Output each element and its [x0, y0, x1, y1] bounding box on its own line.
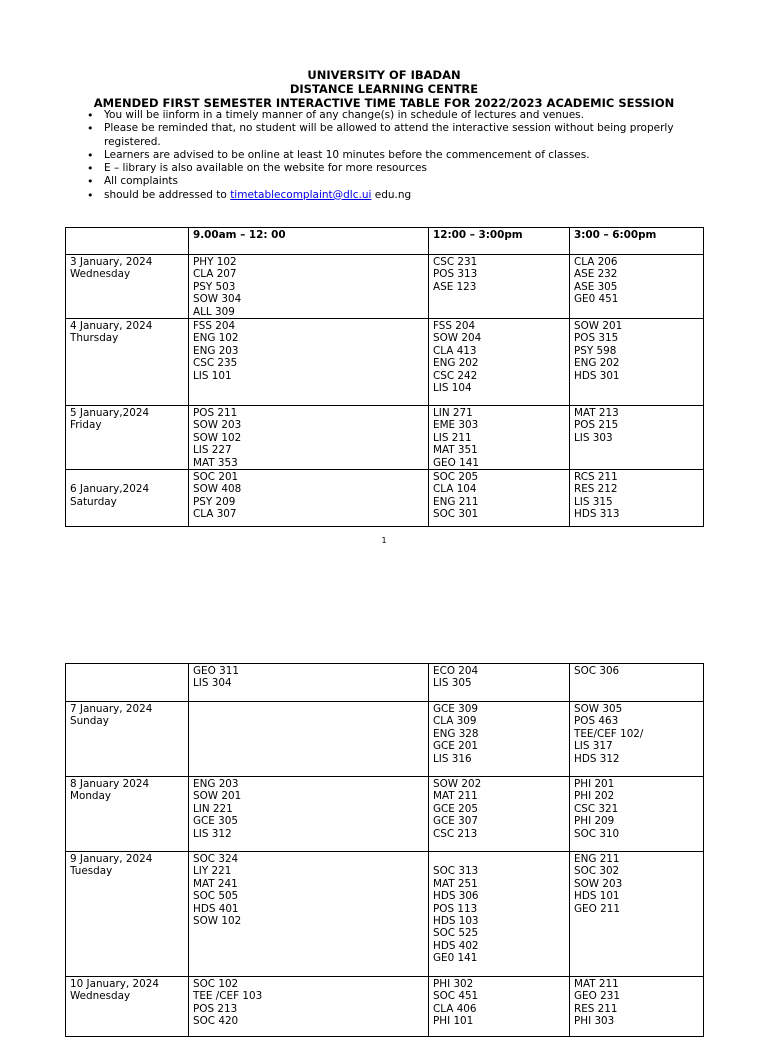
- notice-item-complaints: [104, 189, 704, 202]
- course-cell: LIN 271 EME 303 LIS 211 MAT 351 GEO 141: [429, 406, 570, 470]
- header-cell-day: [66, 228, 189, 255]
- header-cell-afternoon: 12:00 – 3:00pm: [429, 228, 570, 255]
- day-cell: 3 January, 2024 Wednesday: [66, 255, 189, 319]
- header-cell-morning: 9.00am – 12: 00: [189, 228, 429, 255]
- course-cell: ENG 203 SOW 201 LIN 221 GCE 305 LIS 312: [189, 777, 429, 852]
- day-cell: [66, 664, 189, 702]
- course-cell: SOC 205 CLA 104 ENG 211 SOC 301: [429, 470, 570, 527]
- table-row: [66, 406, 704, 470]
- table-row: [66, 255, 704, 319]
- course-cell: FSS 204 SOW 204 CLA 413 ENG 202 CSC 242 LIS 104: [429, 319, 570, 406]
- notice-item: • You will be iinform in a timely manner of any change(s) in schedule of lectures and venues.: [104, 109, 704, 122]
- course-cell: MAT 211 GEO 231 RES 211 PHI 303: [570, 977, 704, 1037]
- notice-item: • All complaints: [104, 175, 704, 188]
- table-row: [66, 977, 704, 1037]
- course-cell: PHY 102 CLA 207 PSY 503 SOW 304 ALL 309: [189, 255, 429, 319]
- centre-name: DISTANCE LEARNING CENTRE: [289, 82, 479, 96]
- course-cell: CSC 231 POS 313 ASE 123: [429, 255, 570, 319]
- table-row: [66, 470, 704, 527]
- course-cell: SOC 313 MAT 251 HDS 306 POS 113 HDS 103 SOC 525 HDS 402 GE0 141: [429, 852, 570, 977]
- course-cell: FSS 204 ENG 102 ENG 203 CSC 235 LIS 101: [189, 319, 429, 406]
- header-cell-evening: 3:00 – 6:00pm: [570, 228, 704, 255]
- timetable-title: AMENDED FIRST SEMESTER INTERACTIVE TIME TABLE FOR 2022/2023 ACADEMIC SESSION: [93, 96, 675, 110]
- day-cell: 10 January, 2024 Wednesday: [66, 977, 189, 1037]
- timetable-page2: [65, 663, 704, 1037]
- course-cell: SOC 201 SOW 408 PSY 209 CLA 307: [189, 470, 429, 527]
- course-cell: SOC 306: [570, 664, 704, 702]
- course-cell: GEO 311 LIS 304: [189, 664, 429, 702]
- table-row: [66, 852, 704, 977]
- day-cell: 5 January,2024 Friday: [66, 406, 189, 470]
- course-cell: SOC 324 LIY 221 MAT 241 SOC 505 HDS 401 SOW 102: [189, 852, 429, 977]
- course-cell: MAT 213 POS 215 LIS 303: [570, 406, 704, 470]
- course-cell: SOW 201 POS 315 PSY 598 ENG 202 HDS 301: [570, 319, 704, 406]
- course-cell: CLA 206 ASE 232 ASE 305 GE0 451: [570, 255, 704, 319]
- university-name: UNIVERSITY OF IBADAN: [307, 68, 461, 82]
- course-cell: GCE 309 CLA 309 ENG 328 GCE 201 LIS 316: [429, 702, 570, 777]
- day-cell: 6 January,2024 Saturday: [66, 470, 189, 527]
- table-row: [66, 702, 704, 777]
- complaint-text-pre: should be addressed to: [104, 188, 231, 201]
- course-cell: SOW 305 POS 463 TEE/CEF 102/ LIS 317 HDS 312: [570, 702, 704, 777]
- header-row: [66, 228, 704, 255]
- notice-item: • Learners are advised to be online at least 10 minutes before the commencement of classes.: [104, 149, 704, 162]
- notice-item: • E – library is also available on the website for more resources: [104, 162, 704, 175]
- course-cell: RCS 211 RES 212 LIS 315 HDS 313: [570, 470, 704, 527]
- day-cell: 7 January, 2024 Sunday: [66, 702, 189, 777]
- complaint-text-post: edu.ng: [371, 188, 412, 201]
- table-row: [66, 664, 704, 702]
- course-cell: SOC 102 TEE /CEF 103 POS 213 SOC 420: [189, 977, 429, 1037]
- course-cell: PHI 302 SOC 451 CLA 406 PHI 101: [429, 977, 570, 1037]
- table-row: [66, 777, 704, 852]
- course-cell: SOW 202 MAT 211 GCE 205 GCE 307 CSC 213: [429, 777, 570, 852]
- table-row: [66, 319, 704, 406]
- page-number: 1: [381, 536, 387, 545]
- day-cell: 4 January, 2024 Thursday: [66, 319, 189, 406]
- notice-item: • Please be reminded that, no student will be allowed to attend the interactive session without being properly registered.: [104, 122, 704, 149]
- day-cell: 8 January 2024 Monday: [66, 777, 189, 852]
- course-cell: ENG 211 SOC 302 SOW 203 HDS 101 GEO 211: [570, 852, 704, 977]
- course-cell: PHI 201 PHI 202 CSC 321 PHI 209 SOC 310: [570, 777, 704, 852]
- course-cell: POS 211 SOW 203 SOW 102 LIS 227 MAT 353: [189, 406, 429, 470]
- course-cell: [189, 702, 429, 777]
- document-header: [0, 68, 768, 110]
- complaint-email-link[interactable]: timetablecomplaint@dlc.ui: [230, 188, 372, 201]
- timetable-page1: [65, 227, 704, 527]
- notice-list: [104, 109, 704, 202]
- course-cell: ECO 204 LIS 305: [429, 664, 570, 702]
- day-cell: 9 January, 2024 Tuesday: [66, 852, 189, 977]
